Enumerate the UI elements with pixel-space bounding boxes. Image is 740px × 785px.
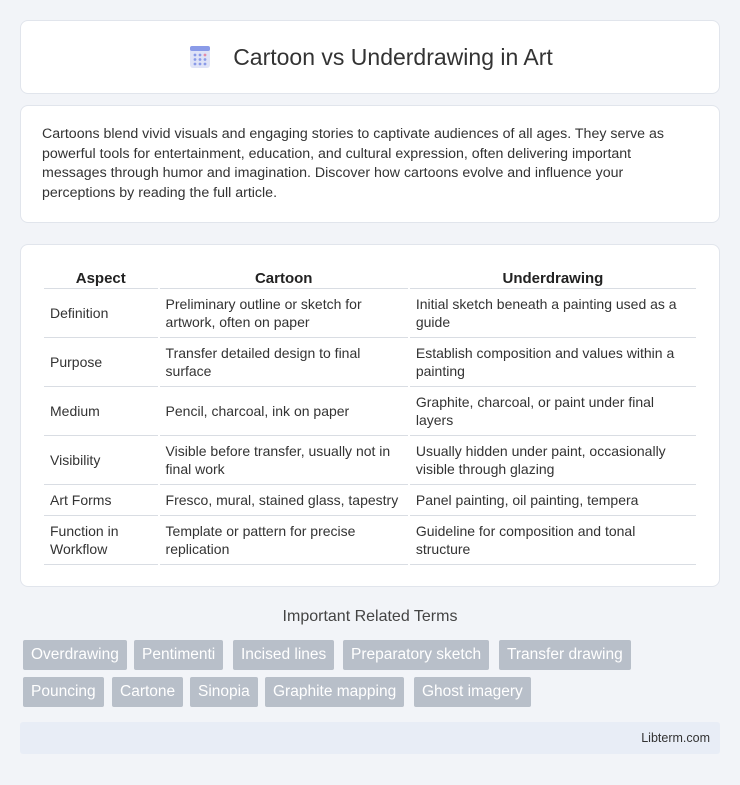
table-header-row	[44, 263, 696, 289]
table-cell: Preliminary outline or sketch for artwork, often on paper	[160, 289, 408, 338]
related-terms-title: Important Related Terms	[282, 608, 458, 625]
table-cell: Medium	[44, 387, 158, 436]
table-cell: Template or pattern for precise replication	[160, 516, 408, 565]
table-cell: Guideline for composition and tonal structure	[410, 516, 696, 565]
table-cell: Definition	[44, 289, 158, 338]
related-term-tag[interactable]: Graphite mapping	[265, 677, 404, 707]
related-term-tag[interactable]: Pouncing	[23, 677, 104, 707]
table-row	[44, 338, 696, 387]
table-cell: Transfer detailed design to final surface	[160, 338, 408, 387]
table-row	[44, 516, 696, 565]
table-cell: Fresco, mural, stained glass, tapestry	[160, 485, 408, 516]
title-card	[20, 20, 720, 94]
table-cell: Initial sketch beneath a painting used as a guide	[410, 289, 696, 338]
related-term-tag[interactable]: Sinopia	[190, 677, 258, 707]
table-cell: Purpose	[44, 338, 158, 387]
comparison-table-card	[20, 244, 720, 587]
table-cell: Pencil, charcoal, ink on paper	[160, 387, 408, 436]
column-header: Cartoon	[160, 263, 408, 289]
related-term-tag[interactable]: Pentimenti	[134, 640, 223, 670]
page-title: Cartoon vs Underdrawing in Art	[233, 43, 553, 70]
footer-site-link[interactable]: Libterm.com	[641, 731, 710, 745]
table-cell: Usually hidden under paint, occasionally visible through glazing	[410, 436, 696, 485]
related-term-tag[interactable]: Ghost imagery	[414, 677, 531, 707]
column-header: Underdrawing	[410, 263, 696, 289]
table-cell: Visibility	[44, 436, 158, 485]
table-row	[44, 485, 696, 516]
intro-text: Cartoons blend vivid visuals and engaging stories to captivate audiences of all ages. They serve as powerful tools for entertainment, education, and cultural expression, often delivering important messages through humor and imagination. Discover how cartoons evolve and influence your perceptions by reading the full article.	[42, 126, 664, 201]
table-cell: Establish composition and values within a painting	[410, 338, 696, 387]
related-term-tag[interactable]: Transfer drawing	[499, 640, 631, 670]
footer	[20, 722, 720, 754]
related-term-tag[interactable]: Preparatory sketch	[343, 640, 489, 670]
table-cell: Panel painting, oil painting, tempera	[410, 485, 696, 516]
table-row	[44, 436, 696, 485]
table-cell: Visible before transfer, usually not in final work	[160, 436, 408, 485]
document-grid-icon	[187, 44, 213, 70]
comparison-table	[42, 263, 698, 565]
related-term-tag[interactable]: Overdrawing	[23, 640, 127, 670]
table-cell: Graphite, charcoal, or paint under final layers	[410, 387, 696, 436]
table-row	[44, 289, 696, 338]
table-cell: Function in Workflow	[44, 516, 158, 565]
related-term-tag[interactable]: Incised lines	[233, 640, 334, 670]
related-term-tag[interactable]: Cartone	[112, 677, 183, 707]
intro-card	[20, 105, 720, 223]
column-header: Aspect	[44, 263, 158, 289]
table-cell: Art Forms	[44, 485, 158, 516]
table-row	[44, 387, 696, 436]
